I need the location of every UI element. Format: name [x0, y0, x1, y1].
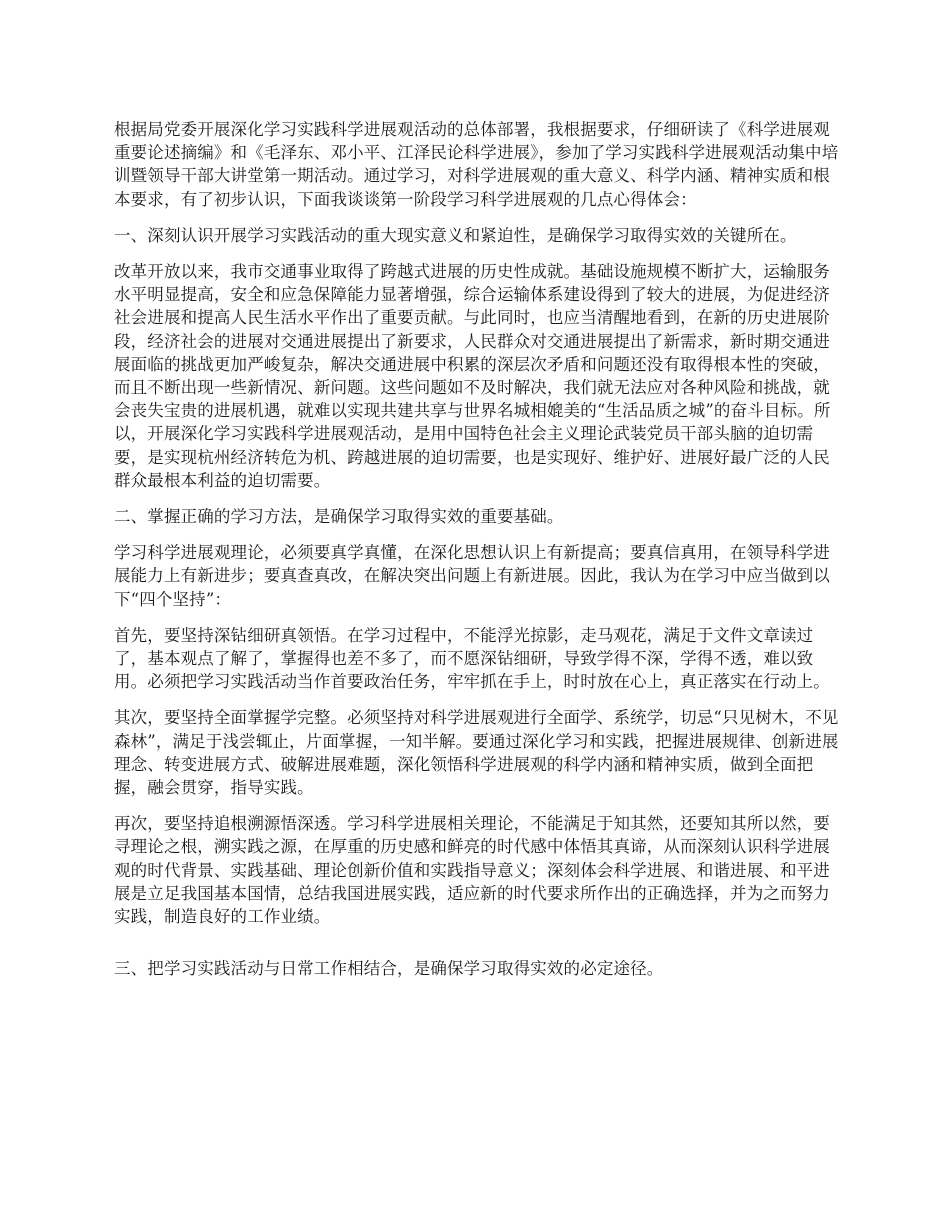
document-body — [114, 118, 840, 994]
body-paragraph: 其次，要坚持全面掌握学完整。必须坚持对科学进展观进行全面学、系统学，切忌“只见树木，不见森林”，满足于浅尝辄止，片面掌握，一知半解。要通过深化学习和实践，把握进展规律、创新进展理念、转变进展方式、破解进展难题，深化领悟科学进展观的科学内涵和精神实质，做到全面把握，融会贯穿，指导实践。 — [114, 708, 839, 798]
section-heading-1: 一、深刻认识开展学习实践活动的重大现实意义和紧迫性，是确保学习取得实效的关键所在。 — [114, 225, 797, 245]
intro-paragraph: 根据局党委开展深化学习实践科学进展观活动的总体部署，我根据要求，仔细研读了《科学进展观重要论述摘编》和《毛泽东、邓小平、江泽民论科学进展》，参加了学习实践科学进展观活动集中培训暨领导干部大讲堂第一期活动。通过学习，对科学进展观的重大意义、科学内涵、精神实质和根本要求，有了初步认识，下面我谈谈第一阶段学习科学进展观的几点心得体会： — [114, 120, 839, 209]
section-heading-2: 二、掌握正确的学习方法，是确保学习取得实效的重要基础。 — [114, 507, 564, 527]
section-heading-3: 三、把学习实践活动与日常工作相结合，是确保学习取得实效的必定途径。 — [114, 959, 664, 979]
body-paragraph: 学习科学进展观理论，必须要真学真懂，在深化思想认识上有新提高；要真信真用，在领导科学进展能力上有新进步；要真查真改，在解决突出问题上有新进展。因此，我认为在学习中应当做到以下“四个坚持”： — [114, 543, 830, 609]
body-paragraph: 改革开放以来，我市交通事业取得了跨越式进展的历史性成就。基础设施规模不断扩大，运输服务水平明显提高，安全和应急保障能力显著增强，综合运输体系建设得到了较大的进展，为促进经济社会进展和提高人民生活水平作出了重要贡献。与此同时，也应当清醒地看到，在新的历史进展阶段，经济社会的进展对交通进展提出了新要求，人民群众对交通进展提出了新需求，新时期交通进展面临的挑战更加严峻复杂，解决交通进展中积累的深层次矛盾和问题还没有取得根本性的突破，而且不断出现一些新情况、新问题。这些问题如不及时解决，我们就无法应对各种风险和挑战，就会丧失宝贵的进展机遇，就难以实现共建共享与世界名城相媲美的“生活品质之城”的奋斗目标。所以，开展深化学习实践科学进展观活动，是用中国特色社会主义理论武装党员干部头脑的迫切需要，是实现杭州经济转危为机、跨越进展的迫切需要，也是实现好、维护好、进展好最广泛的人民群众最根本利益的迫切需要。 — [114, 262, 831, 490]
body-paragraph: 首先，要坚持深钻细研真领悟。在学习过程中，不能浮光掠影，走马观花，满足于文件文章读过了，基本观点了解了，掌握得也差不多了，而不愿深钻细研，导致学得不深，学得不透，难以致用。必须把学习实践活动当作首要政治任务，牢牢抓在手上，时时放在心上，真正落实在行动上。 — [114, 625, 830, 692]
body-paragraph: 再次，要坚持追根溯源悟深透。学习科学进展相关理论，不能满足于知其然，还要知其所以然，要寻理论之根，溯实践之源，在厚重的历史感和鲜亮的时代感中体悟其真谛，从而深刻认识科学进展观的时代背景、实践基础、理论创新价值和实践指导意义；深刻体会科学进展、和谐进展、和平进展是立足我国基本国情，总结我国进展实践，适应新的时代要求所作出的正确选择，并为之而努力实践，制造良好的工作业绩。 — [114, 814, 830, 927]
